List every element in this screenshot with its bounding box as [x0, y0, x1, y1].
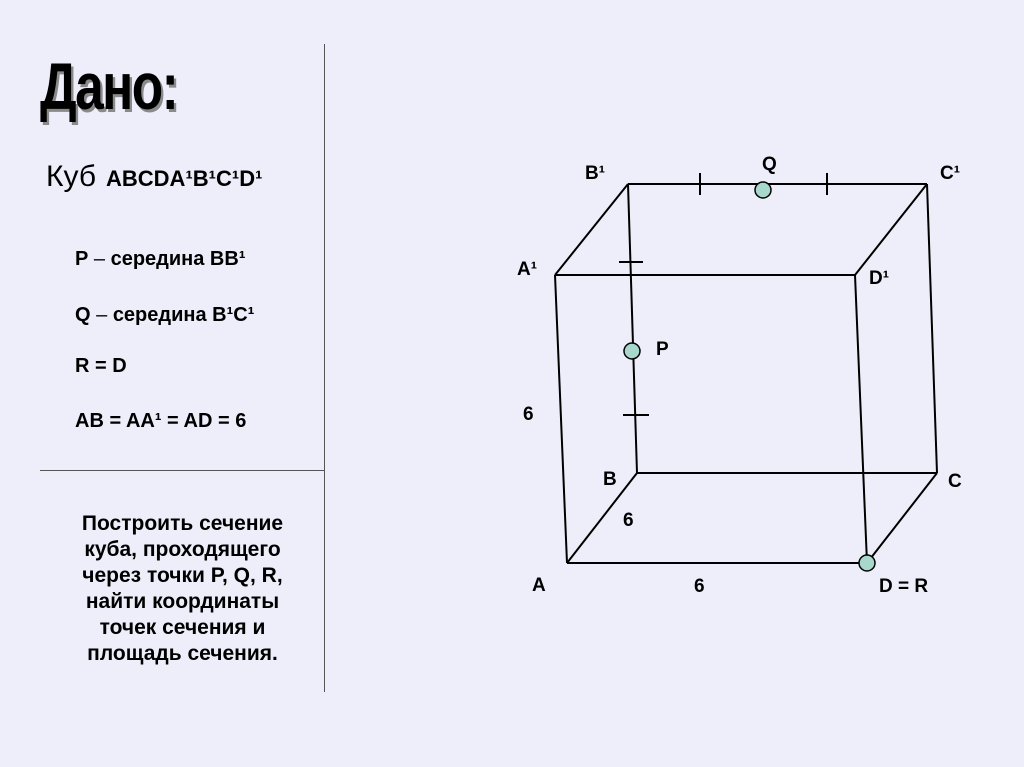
given-q-dash: – [90, 304, 113, 326]
dimension-depth: 6 [623, 510, 634, 531]
task-line: через точки P, Q, R, [82, 564, 283, 587]
given-p-point: P [75, 248, 89, 270]
dimension-bottom: 6 [694, 576, 705, 597]
task-line: найти координаты [85, 590, 280, 613]
label-p: P [656, 339, 669, 360]
label-c1: C¹ [940, 163, 961, 184]
label-d1: D¹ [869, 268, 890, 289]
task-line: Построить сечение [81, 512, 284, 535]
label-d: D = R [879, 576, 929, 597]
label-b: B [603, 469, 617, 490]
label-c: C [948, 471, 962, 492]
given-edges-text: AB = AA¹ = AD = 6 [75, 410, 247, 432]
task-line: точек сечения и [99, 616, 266, 639]
edge-d1c1 [855, 184, 927, 275]
dimension-vertical: 6 [523, 404, 534, 425]
edge-dc [867, 473, 937, 563]
cube-name: ABCDA¹B¹C¹D¹ [106, 166, 263, 191]
task-line: площадь сечения. [87, 642, 278, 665]
label-a1: A¹ [517, 259, 538, 280]
slide-title: Дано: [40, 49, 178, 123]
given-p-text: середина BB¹ [110, 248, 246, 270]
edge-dd1 [855, 275, 867, 563]
label-q: Q [762, 154, 777, 175]
edge-aa1 [555, 275, 567, 563]
cube-word: Куб [46, 160, 96, 193]
edge-cc1 [927, 184, 937, 473]
edge-a1b1 [555, 184, 628, 275]
label-a: A [532, 575, 546, 596]
label-b1: B¹ [585, 163, 606, 184]
given-p-dash: – [88, 248, 111, 270]
task-line: куба, проходящего [84, 538, 281, 561]
point-p [624, 343, 640, 359]
point-r [859, 555, 875, 571]
edge-bb1 [628, 184, 637, 473]
given-r-text: R = D [75, 355, 127, 377]
given-q-text: середина B¹C¹ [112, 304, 255, 326]
given-q-point: Q [75, 304, 91, 326]
point-q [755, 182, 771, 198]
